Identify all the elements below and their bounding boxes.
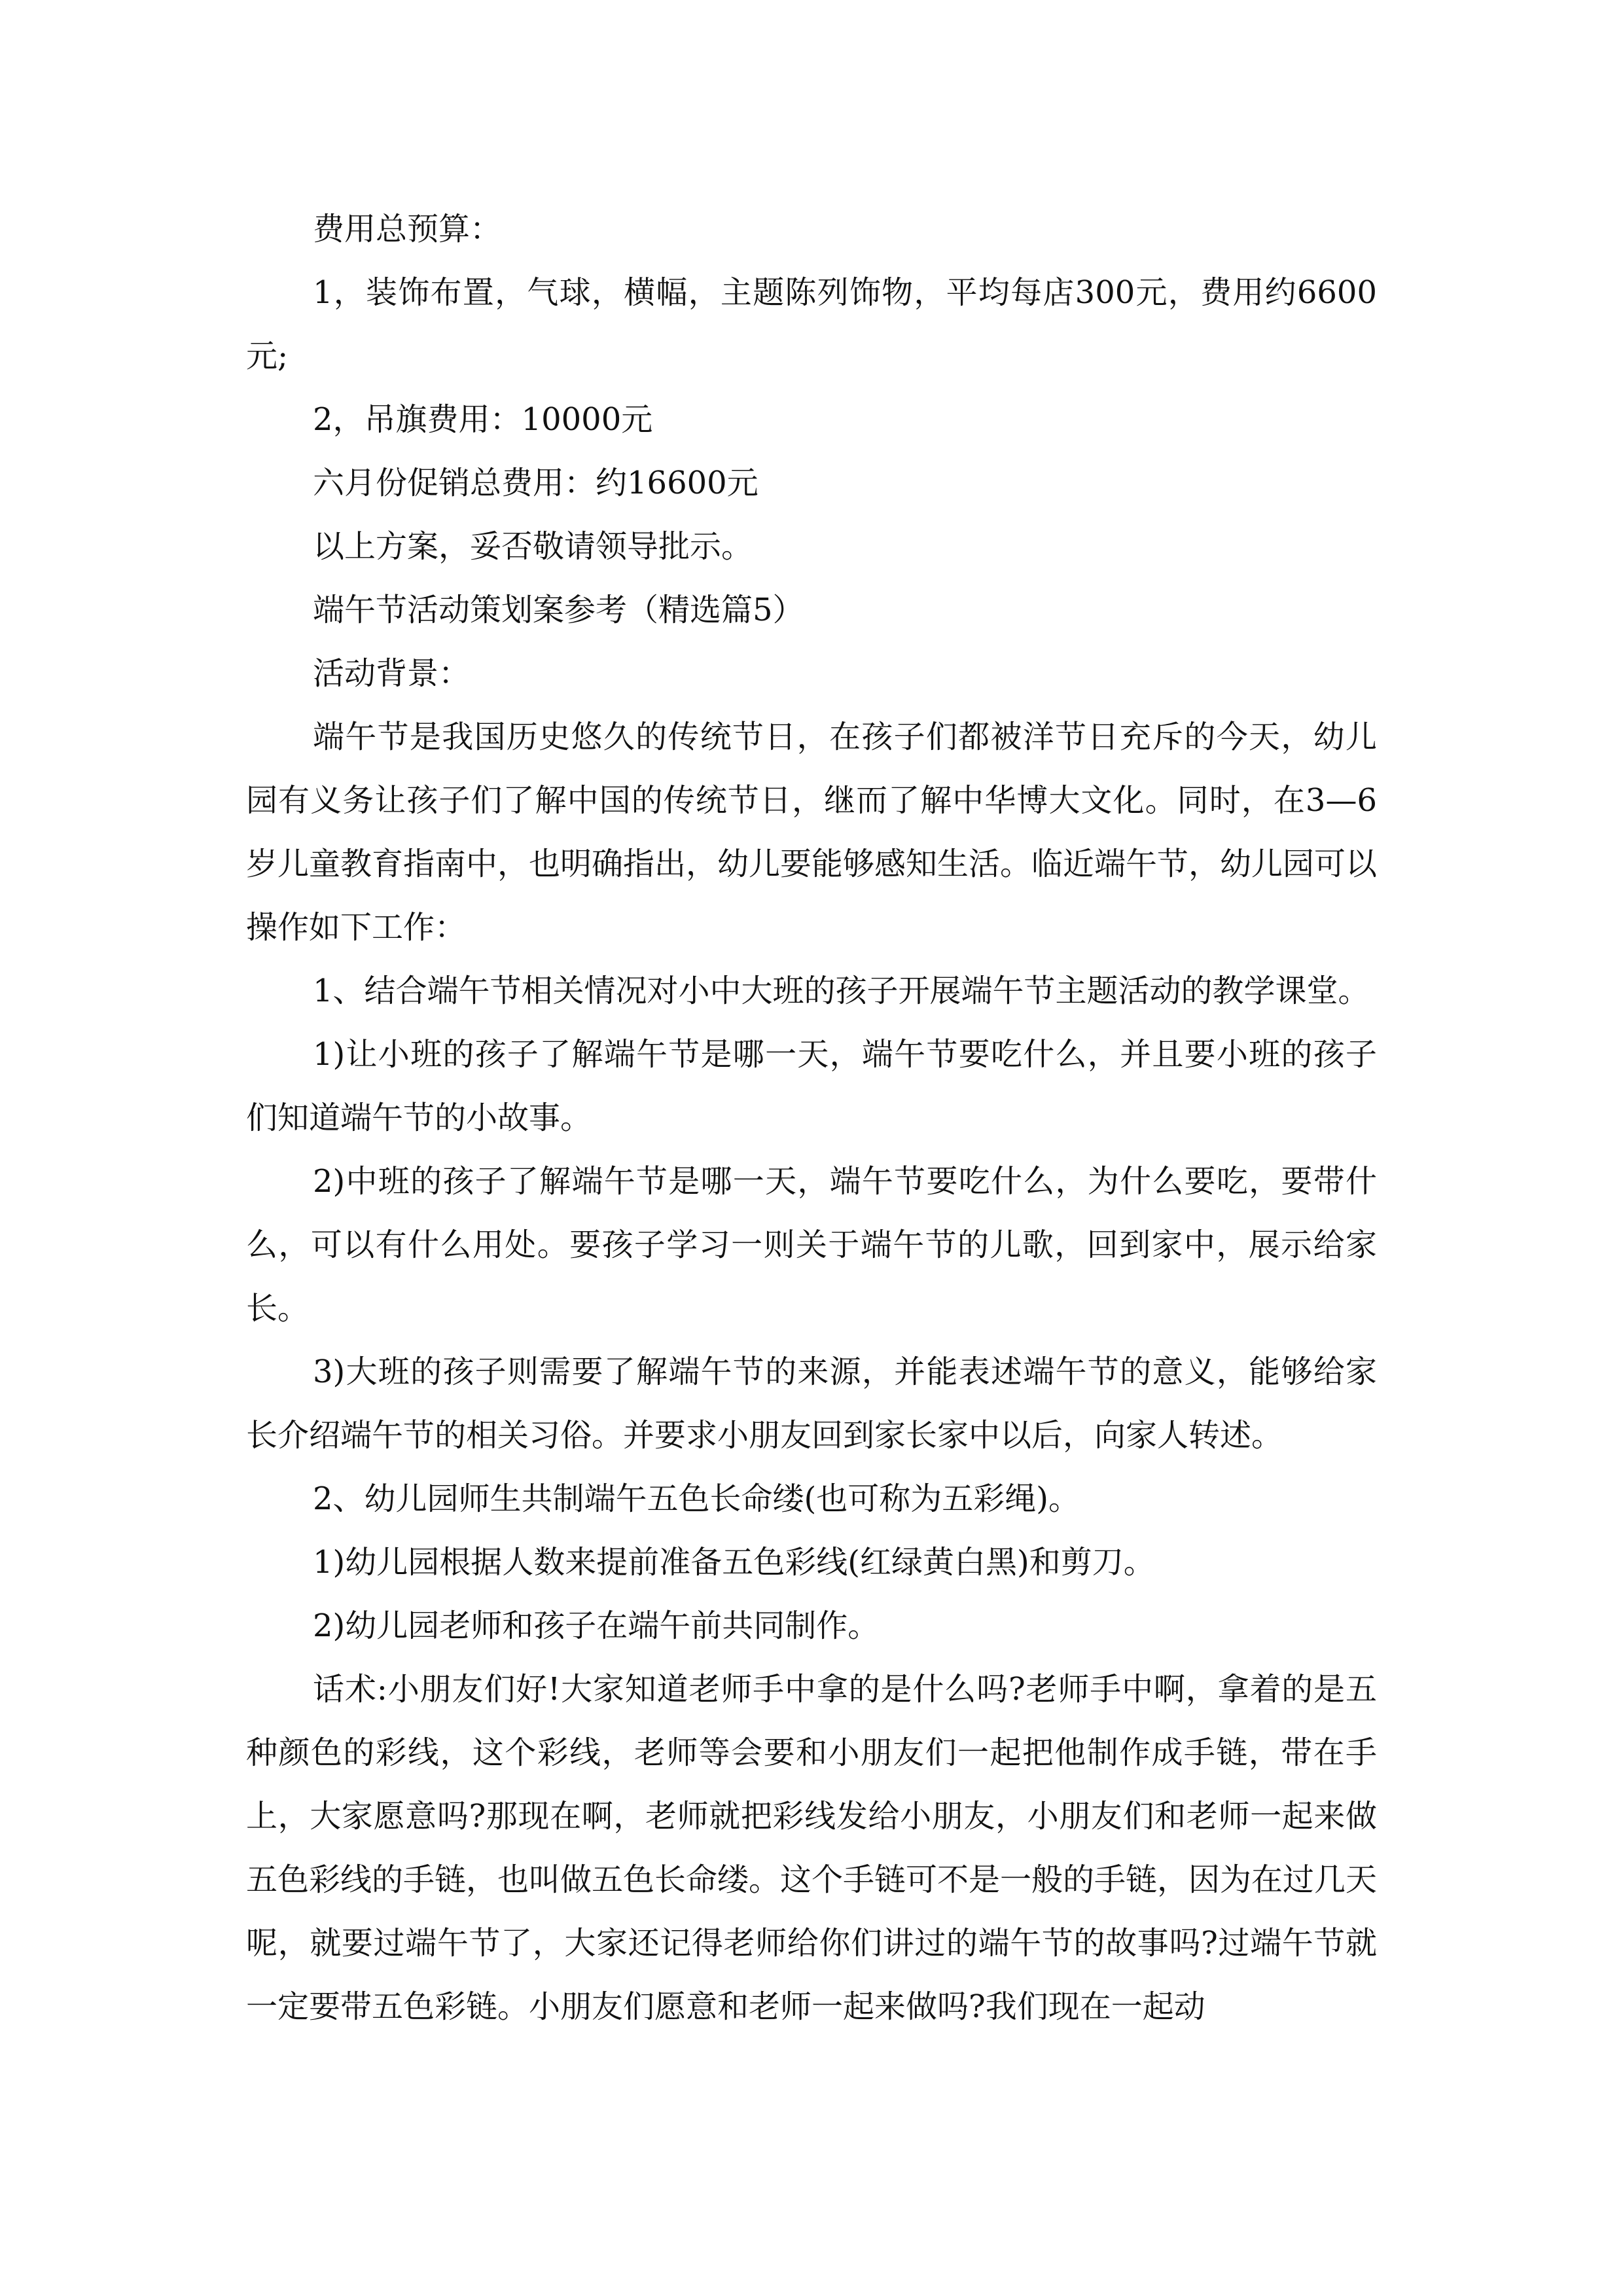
paragraph-item-1-2: 2)中班的孩子了解端午节是哪一天，端午节要吃什么，为什么要吃，要带什么，可以有什么用处。要孩子学习一则关于端午节的儿歌，回到家中，展示给家长。 bbox=[246, 1163, 1377, 1327]
paragraph-item-1: 1、结合端午节相关情况对小中大班的孩子开展端午节主题活动的教学课堂。 bbox=[313, 973, 1370, 1009]
paragraph-item-1-1: 1)让小班的孩子了解端午节是哪一天，端午节要吃什么，并且要小班的孩子们知道端午节的小故事。 bbox=[246, 1036, 1377, 1136]
document-body bbox=[246, 198, 1377, 2039]
paragraph-item-2: 2、幼儿园师生共制端午五色长命缕(也可称为五彩绳)。 bbox=[313, 1480, 1080, 1517]
section-title: 端午节活动策划案参考（精选篇5） bbox=[313, 592, 804, 628]
paragraph-item-1-3: 3)大班的孩子则需要了解端午节的来源，并能表述端午节的意义，能够给家长介绍端午节的相关习俗。并要求小朋友回到家长家中以后，向家人转述。 bbox=[246, 1354, 1377, 1454]
paragraph-background-text: 端午节是我国历史悠久的传统节日，在孩子们都被洋节日充斥的今天，幼儿园有义务让孩子们了解中国的传统节日，继而了解中华博大文化。同时，在3—6岁儿童教育指南中，也明确指出，幼儿要能够感知生活。临近端午节，幼儿园可以操作如下工作： bbox=[246, 719, 1378, 946]
paragraph-banner-cost: 2，吊旗费用：10000元 bbox=[313, 401, 653, 438]
paragraph-item-2-2: 2)幼儿园老师和孩子在端午前共同制作。 bbox=[313, 1607, 880, 1644]
paragraph-decoration-cost: 1，装饰布置，气球，横幅，主题陈列饰物，平均每店300元，费用约6600元; bbox=[246, 274, 1377, 374]
paragraph-background-heading: 活动背景： bbox=[313, 655, 471, 692]
paragraph-script: 话术:小朋友们好!大家知道老师手中拿的是什么吗?老师手中啊，拿着的是五种颜色的彩线，这个彩线，老师等会要和小朋友们一起把他制作成手链，带在手上，大家愿意吗?那现在啊，老师就把彩线发给小朋友，小朋友们和老师一起来做五色彩线的手链，也叫做五色长命缕。这个手链可不是一般的手链，因为在过几天呢，就要过端午节了，大家还记得老师给你们讲过的端午节的故事吗?过端午节就一定要带五色彩链。小朋友们愿意和老师一起来做吗?我们现在一起动 bbox=[246, 1671, 1378, 2025]
paragraph-item-2-1: 1)幼儿园根据人数来提前准备五色彩线(红绿黄白黑)和剪刀。 bbox=[313, 1544, 1155, 1581]
paragraph-approval-request: 以上方案，妥否敬请领导批示。 bbox=[313, 528, 753, 565]
paragraph-budget-heading: 费用总预算： bbox=[313, 211, 502, 247]
paragraph-june-total: 六月份促销总费用：约16600元 bbox=[313, 465, 758, 501]
